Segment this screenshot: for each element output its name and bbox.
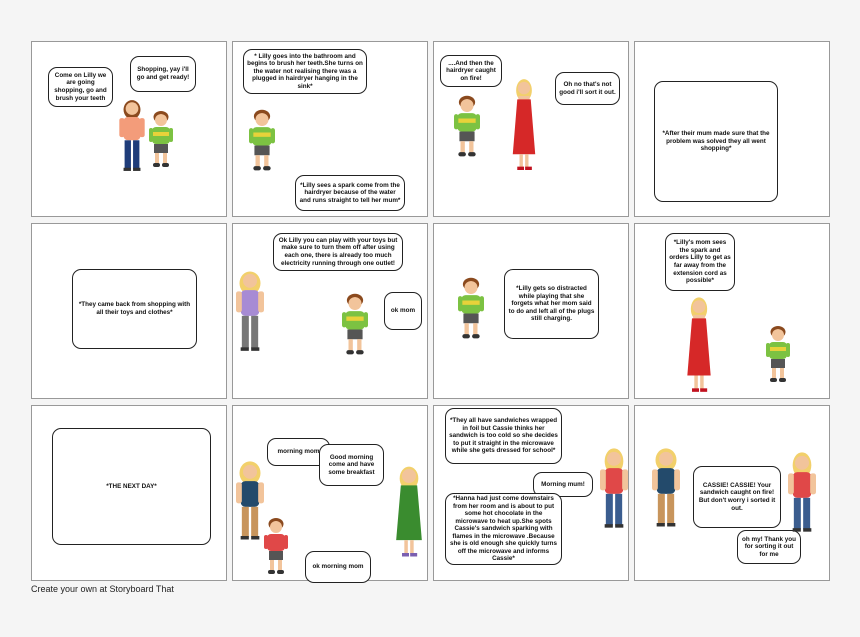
panel-8	[634, 223, 830, 399]
narration-bubble: *They all have sandwiches wrapped in foil but Cassie thinks her sandwich is too cold so she decides to put it straight in the microwave while she gets dressed for school*	[445, 408, 562, 464]
panel-1	[31, 41, 227, 217]
speech-bubble: Oh no that's not good i'll sort it out.	[555, 72, 620, 105]
narration-bubble: *Lilly sees a spark come from the hairdryer because of the water and runs straight to tell her mum*	[295, 175, 405, 211]
lilly-character	[149, 107, 173, 169]
panel-4	[634, 41, 830, 217]
speech-bubble: Shopping, yay i'll go and get ready!	[130, 56, 196, 92]
speech-bubble: ....And then the hairdryer caught on fire!	[440, 55, 502, 87]
narration-bubble: *THE NEXT DAY*	[52, 428, 211, 545]
panel-12	[634, 405, 830, 581]
speech-bubble: Ok Lilly you can play with your toys but make sure to turn them off after using each one, there is already too much electricity running through one outlet!	[273, 233, 403, 271]
lilly-character	[342, 289, 368, 357]
speech-bubble: ok morning mom	[305, 551, 371, 583]
girl-character	[788, 444, 816, 540]
panel-10	[232, 405, 428, 581]
girl-character	[652, 440, 680, 536]
panel-2	[232, 41, 428, 217]
lilly-character	[249, 106, 275, 172]
mom-character	[510, 78, 538, 170]
narration-bubble: *Lilly's mom sees the spark and orders Lilly to get as far away from the extension cord as possible*	[665, 233, 735, 291]
panel-7	[433, 223, 629, 399]
lilly-character	[458, 271, 484, 343]
narration-bubble: *Hanna had just come downstairs from her room and is about to put some hot chocolate in the microwave to heat up.She spots Cassie's sandwich sparking with flames in the microwave .Because she is old enough she quickly turns off the microwave and informs Cassie*	[445, 493, 562, 565]
lilly-character	[766, 320, 790, 386]
speech-bubble: CASSIE! CASSIE! Your sandwich caught on fire! But don't worry i sorted it out.	[693, 466, 781, 528]
panel-5	[31, 223, 227, 399]
narration-bubble: *They came back from shopping with all their toys and clothes*	[72, 269, 197, 349]
footer-credit: Create your own at Storyboard That	[31, 584, 174, 594]
narration-bubble: * Lilly goes into the bathroom and begins to brush her teeth.She turns on the water not realising there was a plugged in hairdryer hanging in the sink*	[243, 49, 367, 94]
panel-9	[31, 405, 227, 581]
panel-11	[433, 405, 629, 581]
speech-bubble: Morning mum!	[533, 472, 593, 497]
girl-character	[236, 458, 264, 544]
kid-character	[264, 514, 288, 576]
mom-character	[236, 262, 264, 358]
speech-bubble: oh my! Thank you for sorting it out for me	[737, 530, 801, 564]
mom-character	[395, 464, 423, 558]
panel-6	[232, 223, 428, 399]
panel-3	[433, 41, 629, 217]
speech-bubble: Good morning come and have some breakfast	[319, 444, 384, 486]
narration-bubble: *Lilly gets so distracted while playing that she forgets what her mom said to do and left all of the plugs still charging.	[504, 269, 599, 339]
lilly-character	[454, 92, 480, 158]
narration-bubble: *After their mum made sure that the problem was solved they all went shopping*	[654, 81, 778, 202]
speech-bubble: Come on Lilly we are going shopping, go and brush your teeth	[48, 67, 113, 107]
mom-character	[118, 98, 146, 172]
speech-bubble: ok mom	[384, 292, 422, 330]
girl-character	[600, 441, 628, 535]
speech-bubble: morning mom	[267, 438, 330, 466]
mom-character	[685, 294, 713, 394]
